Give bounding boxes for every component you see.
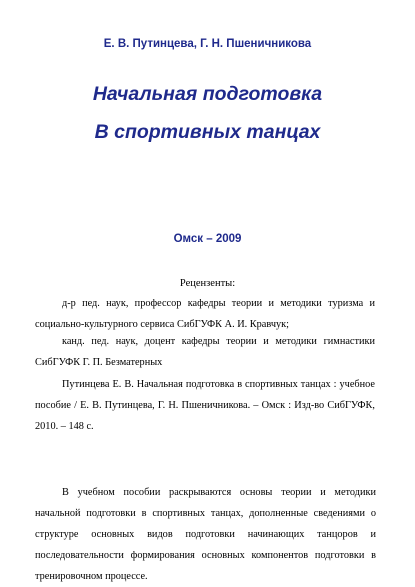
city-year: Омск – 2009: [173, 233, 242, 245]
authors: Е. В. Путинцева, Г. Н. Пшеничникова: [103, 38, 312, 50]
reviewer-1: д-р пед. наук, профессор кафедры теории и методики туризма и социально-культурного сервиса СибГУФК А. И. Кравчук;: [35, 298, 375, 330]
reviewers-heading: Рецензенты:: [179, 278, 236, 289]
reviewer-2: канд. пед. наук, доцент кафедры теории и методики гимнастики СибГУФК Г. П. Безматерных: [35, 336, 375, 368]
bibliographic-entry: Путинцева Е. В. Начальная подготовка в спортивных танцах : учебное пособие / Е. В. Путинцева, Г. Н. Пшеничникова. – Омск : Изд-во СибГУФК, 2010. – 148 с.: [35, 379, 375, 432]
annotation: В учебном пособии раскрываются основы теории и методики начальной подготовки в спортивных танцах, дополненные сведениями о структуре основных видов подготовки начинающих танцоров и последовательности формирования основных компонентов подготовки в тренировочном процессе.: [35, 487, 376, 582]
title-line-1: Начальная подготовка: [92, 83, 323, 105]
title-line-2: В спортивных танцах: [94, 121, 321, 143]
